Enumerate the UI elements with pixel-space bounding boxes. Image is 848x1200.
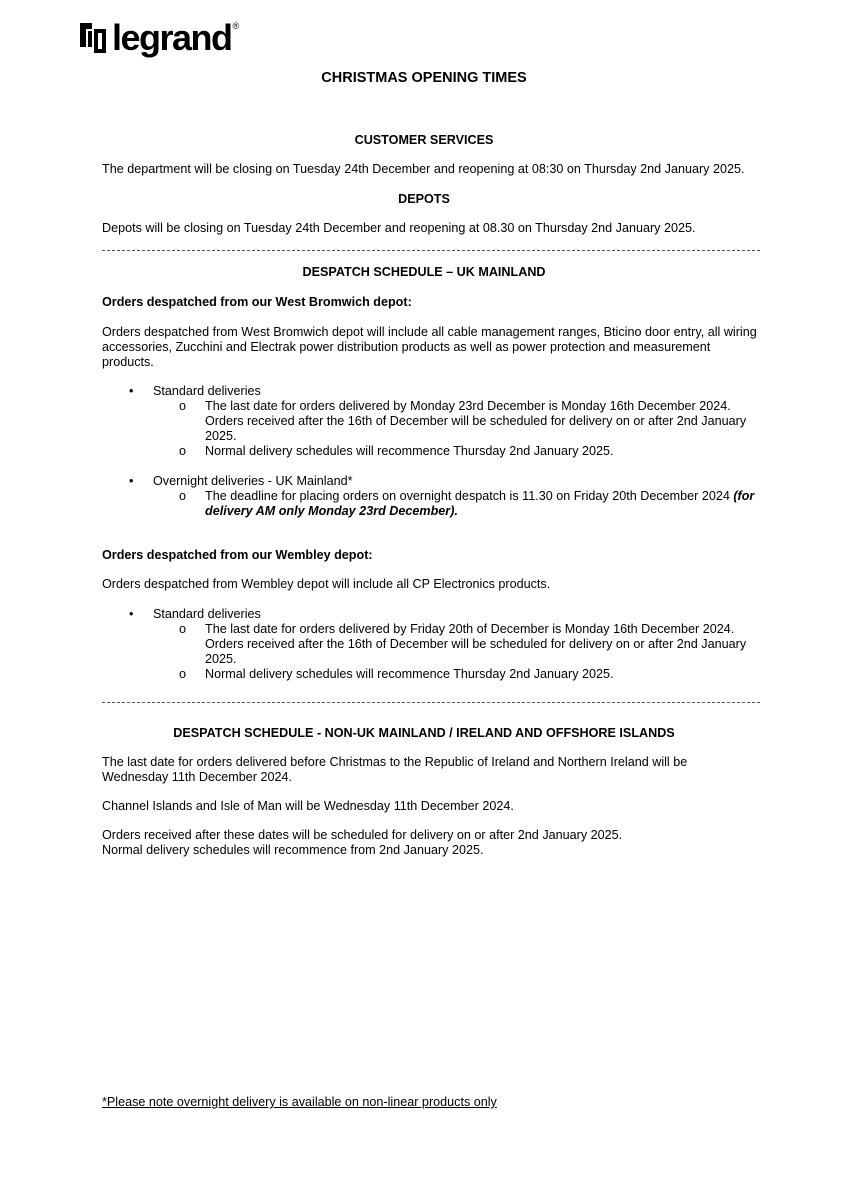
bullet-icon: • bbox=[129, 607, 134, 621]
non-uk-paragraph-line: Orders received after these dates will be scheduled for delivery on or after 2nd January 2025. bbox=[102, 828, 623, 842]
west-bromwich-intro-line: Orders despatched from West Bromwich depot will include all cable management ranges, Bticino door entry, all wiring bbox=[102, 325, 757, 339]
legrand-wordmark: legrand bbox=[112, 17, 232, 58]
legrand-logo bbox=[80, 16, 239, 60]
west-bromwich-intro-line: accessories, Zucchini and Electrak power distribution products as well as power protection and measurement bbox=[102, 340, 711, 354]
overnight-text: The deadline for placing orders on overnight despatch is 11.30 on Friday 20th December 2024 bbox=[205, 489, 730, 503]
list-item-line: Orders received after the 16th of December will be scheduled for delivery on or after 2nd January bbox=[205, 637, 747, 651]
legrand-logo-mark-icon bbox=[80, 23, 106, 53]
non-uk-paragraph-line: Wednesday 11th December 2024. bbox=[102, 770, 292, 784]
wembley-intro: Orders despatched from Wembley depot will include all CP Electronics products. bbox=[102, 577, 551, 591]
west-bromwich-heading: Orders despatched from our West Bromwich depot: bbox=[102, 295, 412, 309]
depots-text: Depots will be closing on Tuesday 24th December and reopening at 08.30 on Thursday 2nd January 2025. bbox=[102, 221, 696, 235]
overnight-emphasis: (for bbox=[733, 489, 755, 503]
standard-deliveries-label: Standard deliveries bbox=[153, 607, 261, 621]
overnight-emphasis-line: delivery AM only Monday 23rd December). bbox=[205, 504, 458, 518]
standard-deliveries-label: Standard deliveries bbox=[153, 384, 261, 398]
page-title: CHRISTMAS OPENING TIMES bbox=[321, 70, 527, 86]
section-divider bbox=[102, 250, 760, 251]
sub-bullet-icon: o bbox=[179, 622, 187, 636]
section-divider bbox=[102, 702, 760, 703]
depots-heading: DEPOTS bbox=[398, 192, 450, 206]
list-item-line: Orders received after the 16th of December will be scheduled for delivery on or after 2nd January bbox=[205, 414, 747, 428]
sub-bullet-icon: o bbox=[179, 444, 187, 458]
customer-services-text: The department will be closing on Tuesday 24th December and reopening at 08:30 on Thursday 2nd January 2025. bbox=[102, 162, 745, 176]
sub-bullet-icon: o bbox=[179, 489, 187, 503]
overnight-deliveries-label: Overnight deliveries - UK Mainland* bbox=[153, 474, 353, 488]
bullet-icon: • bbox=[129, 474, 134, 488]
non-uk-heading: DESPATCH SCHEDULE - NON-UK MAINLAND / IRELAND AND OFFSHORE ISLANDS bbox=[173, 726, 675, 740]
registered-mark: ® bbox=[232, 20, 240, 31]
non-uk-paragraph: Channel Islands and Isle of Man will be Wednesday 11th December 2024. bbox=[102, 799, 514, 813]
list-item-line: Normal delivery schedules will recommence Thursday 2nd January 2025. bbox=[205, 667, 614, 681]
bullet-icon: • bbox=[129, 384, 134, 398]
sub-bullet-icon: o bbox=[179, 667, 187, 681]
uk-mainland-heading: DESPATCH SCHEDULE – UK MAINLAND bbox=[302, 265, 546, 279]
list-item-line: 2025. bbox=[205, 429, 237, 443]
list-item-line: 2025. bbox=[205, 652, 237, 666]
overnight-line bbox=[205, 489, 773, 504]
list-item-line: Normal delivery schedules will recommence Thursday 2nd January 2025. bbox=[205, 444, 614, 458]
list-item-line: The last date for orders delivered by Friday 20th of December is Monday 16th December 2024. bbox=[205, 622, 735, 636]
non-uk-paragraph-line: Normal delivery schedules will recommence from 2nd January 2025. bbox=[102, 843, 484, 857]
customer-services-heading: CUSTOMER SERVICES bbox=[354, 133, 494, 147]
list-item-line: The last date for orders delivered by Monday 23rd December is Monday 16th December 2024. bbox=[205, 399, 731, 413]
sub-bullet-icon: o bbox=[179, 399, 187, 413]
west-bromwich-intro-line: products. bbox=[102, 355, 154, 369]
wembley-heading: Orders despatched from our Wembley depot: bbox=[102, 548, 373, 562]
footnote: *Please note overnight delivery is available on non-linear products only bbox=[102, 1095, 497, 1109]
non-uk-paragraph-line: The last date for orders delivered before Christmas to the Republic of Ireland and Northern Ireland will be bbox=[102, 755, 688, 769]
